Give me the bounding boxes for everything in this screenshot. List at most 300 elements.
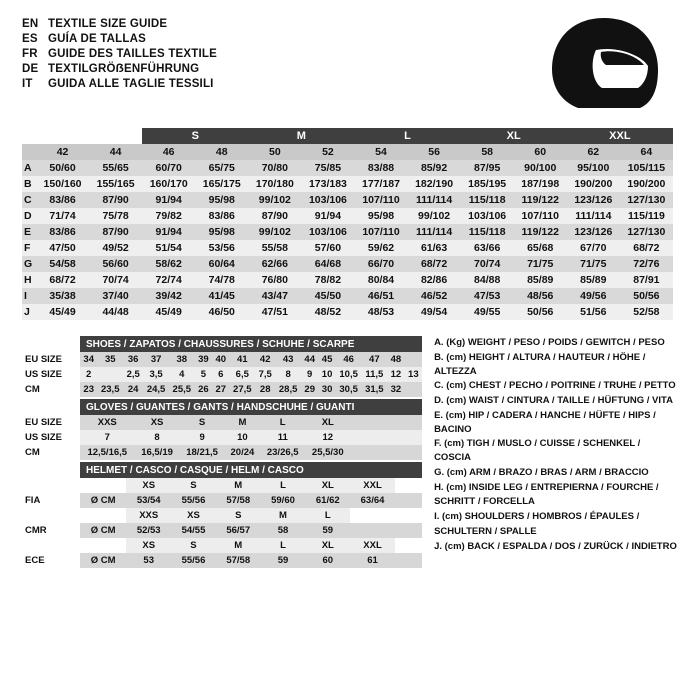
gloves-cell-empty — [357, 415, 364, 430]
title-spacer — [22, 462, 80, 478]
helmet-size-label: L — [305, 508, 350, 523]
gloves-cell-empty — [408, 415, 415, 430]
helmet-size-label: XS — [126, 478, 171, 493]
gloves-cell-empty — [379, 415, 386, 430]
measure-cell: 52/58 — [620, 304, 673, 320]
measure-cell: 99/102 — [248, 224, 301, 240]
measure-cell: 48/53 — [354, 304, 407, 320]
helmet-value: 55/56 — [171, 553, 216, 568]
gloves-cell: 20/24 — [225, 445, 261, 460]
gloves-table — [22, 399, 422, 460]
number-row-label — [22, 144, 36, 160]
helmet-value: 57/58 — [216, 553, 261, 568]
shoes-cell: 24 — [123, 382, 143, 397]
gloves-cell: 11 — [260, 430, 305, 445]
shoes-cell: 10,5 — [336, 367, 362, 382]
shoes-cell: 46 — [336, 352, 362, 367]
gloves-title-row — [22, 399, 422, 415]
measure-cell: 58/62 — [142, 256, 195, 272]
shoes-cell: 9 — [301, 367, 318, 382]
shoes-cell: 28 — [255, 382, 275, 397]
measure-cell: 67/70 — [567, 240, 620, 256]
table-row — [22, 240, 678, 256]
language-code: ES — [22, 33, 38, 45]
gloves-row-label: CM — [22, 445, 80, 460]
measure-cell: 70/74 — [461, 256, 514, 272]
measure-cell: 173/183 — [301, 176, 354, 192]
measure-cell: 49/54 — [408, 304, 461, 320]
gloves-cell-empty — [372, 445, 379, 460]
helmet-head-spacer — [22, 538, 80, 553]
measure-cell: 90/100 — [514, 160, 567, 176]
measure-cell: 115/118 — [461, 224, 514, 240]
helmet-value-empty — [413, 493, 422, 508]
measure-cell: 44/48 — [89, 304, 142, 320]
measure-cell: 68/72 — [620, 240, 673, 256]
measure-cell: 107/110 — [354, 224, 407, 240]
gloves-cell-empty — [400, 445, 407, 460]
measure-row-label: I — [22, 288, 36, 304]
gloves-cell-empty — [372, 430, 379, 445]
measure-cell: 60/70 — [142, 160, 195, 176]
measure-cell: 71/75 — [567, 256, 620, 272]
gloves-cell: L — [260, 415, 305, 430]
measure-cell: 72/76 — [620, 256, 673, 272]
helmet-head-empty — [395, 538, 404, 553]
measure-cell: 53/56 — [195, 240, 248, 256]
language-title: GUIDE DES TAILLES TEXTILE — [48, 48, 217, 60]
measure-cell: 99/102 — [408, 208, 461, 224]
legend-line: B. (cm) HEIGHT / ALTURA / HAUTEUR / HÖHE / ALTEZZA — [434, 351, 646, 377]
helmet-head-empty — [395, 478, 404, 493]
shoes-cell: 38 — [169, 352, 195, 367]
helmet-head-empty — [413, 508, 422, 523]
legend-line: D. (cm) WAIST / CINTURA / TAILLE / HÜFTUNG / VITA — [434, 395, 673, 407]
shoes-title: SHOES / ZAPATOS / CHAUSSURES / SCHUHE / SCARPE — [80, 336, 422, 352]
measure-cell: 70/80 — [248, 160, 301, 176]
helmet-value: 56/57 — [216, 523, 261, 538]
helmet-size-label: M — [216, 478, 261, 493]
measure-cell: 68/72 — [36, 272, 89, 288]
helmet-unit: Ø CM — [80, 493, 126, 508]
measure-row-label: G — [22, 256, 36, 272]
helmet-head-empty — [404, 538, 413, 553]
helmet-value-empty — [373, 523, 395, 538]
size-number: 60 — [514, 144, 567, 160]
lower-section — [22, 336, 678, 568]
helmet-value: 58 — [261, 523, 306, 538]
table-row — [22, 304, 678, 320]
gloves-cell-empty — [357, 445, 364, 460]
measure-cell: 91/94 — [142, 192, 195, 208]
gloves-cell: 18/21,5 — [180, 445, 225, 460]
measure-cell: 85/89 — [514, 272, 567, 288]
legend-line: I. (cm) SHOULDERS / HOMBROS / ÉPAULES / — [434, 511, 640, 523]
shoes-cell: 42 — [255, 352, 275, 367]
measure-row-label: B — [22, 176, 36, 192]
measure-cell: 62/66 — [248, 256, 301, 272]
gloves-cell-empty — [365, 430, 372, 445]
measure-cell: 46/52 — [408, 288, 461, 304]
helmet-title: HELMET / CASCO / CASQUE / HELM / CASCO — [80, 462, 422, 478]
measurement-legend — [434, 336, 678, 568]
measure-cell: 80/84 — [354, 272, 407, 288]
measure-cell: 74/78 — [195, 272, 248, 288]
shoes-cell: 27,5 — [229, 382, 255, 397]
measure-cell: 63/66 — [461, 240, 514, 256]
measure-row-label: J — [22, 304, 36, 320]
language-title: GUIDA ALLE TAGLIE TESSILI — [48, 78, 214, 90]
measure-cell: 85/92 — [408, 160, 461, 176]
helmet-value: 61 — [350, 553, 395, 568]
measure-cell: 95/98 — [195, 224, 248, 240]
gloves-row — [22, 445, 422, 460]
measure-cell: 50/60 — [36, 160, 89, 176]
shoes-title-row — [22, 336, 422, 352]
language-code: EN — [22, 18, 39, 30]
size-band-l: L — [354, 128, 460, 144]
gloves-cell-empty — [350, 430, 357, 445]
measure-cell: 87/90 — [248, 208, 301, 224]
gloves-cell: XXS — [80, 415, 135, 430]
measure-cell: 87/95 — [461, 160, 514, 176]
measure-cell: 87/90 — [89, 192, 142, 208]
gloves-cell-empty — [372, 415, 379, 430]
shoes-cell: 27 — [212, 382, 229, 397]
gloves-cell: 10 — [225, 430, 261, 445]
measure-cell: 71/75 — [514, 256, 567, 272]
gloves-cell: 25,5/30 — [305, 445, 350, 460]
shoes-cell: 37 — [143, 352, 169, 367]
table-row — [22, 272, 678, 288]
measure-cell: 115/119 — [620, 208, 673, 224]
gloves-cell: XS — [135, 415, 180, 430]
shoes-cell-empty — [405, 352, 422, 367]
measure-cell: 99/102 — [248, 192, 301, 208]
gloves-cell: 12 — [305, 430, 350, 445]
gloves-cell: 9 — [180, 430, 225, 445]
shoes-cell — [97, 367, 123, 382]
measure-cell: 78/82 — [301, 272, 354, 288]
gloves-cell-empty — [393, 415, 400, 430]
helmet-head-row — [22, 508, 422, 523]
shoes-cell: 6 — [212, 367, 229, 382]
size-number: 42 — [36, 144, 89, 160]
helmet-head-spacer — [22, 508, 80, 523]
measure-cell: 47/53 — [461, 288, 514, 304]
shoes-cell: 12 — [387, 367, 404, 382]
measure-cell: 182/190 — [408, 176, 461, 192]
helmet-value: 61/62 — [305, 493, 350, 508]
helmet-head-pad — [80, 478, 126, 493]
gloves-cell-empty — [386, 445, 393, 460]
shoes-cell: 29 — [301, 382, 318, 397]
size-number: 56 — [408, 144, 461, 160]
shoes-cell: 23 — [80, 382, 97, 397]
measure-cell: 48/56 — [514, 288, 567, 304]
measure-cell: 177/187 — [354, 176, 407, 192]
gloves-cell: S — [180, 415, 225, 430]
measure-cell: 107/110 — [514, 208, 567, 224]
measure-row-label: C — [22, 192, 36, 208]
helmet-value: 53/54 — [126, 493, 171, 508]
helmet-size-label: XS — [126, 538, 171, 553]
shoes-cell: 32 — [387, 382, 404, 397]
shoes-cell: 24,5 — [143, 382, 169, 397]
shoes-cell: 2,5 — [123, 367, 143, 382]
shoes-cell: 6,5 — [229, 367, 255, 382]
measure-cell: 45/50 — [301, 288, 354, 304]
gloves-cell: M — [225, 415, 261, 430]
shoes-cell: 34 — [80, 352, 97, 367]
shoes-cell: 2 — [80, 367, 97, 382]
measure-cell: 185/195 — [461, 176, 514, 192]
helmet-value-empty — [404, 553, 413, 568]
measure-cell: 55/58 — [248, 240, 301, 256]
language-row — [22, 48, 217, 60]
gloves-cell-empty — [415, 430, 422, 445]
helmet-value-row — [22, 523, 422, 538]
size-number: 64 — [620, 144, 673, 160]
helmet-value-empty — [413, 523, 422, 538]
size-number: 58 — [461, 144, 514, 160]
measure-cell: 115/118 — [461, 192, 514, 208]
helmet-standard-label: ECE — [22, 553, 80, 568]
measure-cell: 103/106 — [301, 192, 354, 208]
size-number: 52 — [301, 144, 354, 160]
gloves-cell: 12,5/16,5 — [80, 445, 135, 460]
measure-cell: 71/74 — [36, 208, 89, 224]
helmet-value-empty — [404, 523, 413, 538]
helmet-head-spacer — [22, 478, 80, 493]
shoes-cell: 39 — [195, 352, 212, 367]
language-row — [22, 63, 217, 75]
shoes-cell: 10 — [318, 367, 335, 382]
shoes-cell: 48 — [387, 352, 404, 367]
gloves-row — [22, 430, 422, 445]
measure-cell: 56/60 — [89, 256, 142, 272]
shoes-cell: 41 — [229, 352, 255, 367]
gloves-cell: 8 — [135, 430, 180, 445]
helmet-table — [22, 462, 422, 568]
measure-cell: 95/100 — [567, 160, 620, 176]
measure-cell: 39/42 — [142, 288, 195, 304]
gloves-cell-empty — [350, 415, 357, 430]
measure-cell: 160/170 — [142, 176, 195, 192]
helmet-size-label: XXS — [126, 508, 171, 523]
shoes-cell-empty — [405, 382, 422, 397]
table-row — [22, 208, 678, 224]
helmet-value: 54/55 — [171, 523, 216, 538]
table-row — [22, 256, 678, 272]
size-number: 50 — [248, 144, 301, 160]
measure-cell: 123/126 — [567, 192, 620, 208]
helmet-value-row — [22, 553, 422, 568]
measure-row-label: A — [22, 160, 36, 176]
size-band-xl: XL — [461, 128, 567, 144]
measure-cell: 79/82 — [142, 208, 195, 224]
measure-cell: 65/75 — [195, 160, 248, 176]
measure-cell: 150/160 — [36, 176, 89, 192]
gloves-cell: 23/26,5 — [260, 445, 305, 460]
measure-cell: 187/198 — [514, 176, 567, 192]
shoes-cell: 23,5 — [97, 382, 123, 397]
measure-cell: 76/80 — [248, 272, 301, 288]
measure-row-label: D — [22, 208, 36, 224]
language-row — [22, 78, 217, 90]
measure-cell: 83/88 — [354, 160, 407, 176]
measure-cell: 47/50 — [36, 240, 89, 256]
size-band-empty — [36, 128, 142, 144]
measure-cell: 127/130 — [620, 224, 673, 240]
shoes-cell: 13 — [405, 367, 422, 382]
shoes-cell: 40 — [212, 352, 229, 367]
header — [22, 18, 678, 114]
shoes-cell: 28,5 — [275, 382, 301, 397]
measure-cell: 111/114 — [408, 224, 461, 240]
table-row — [22, 288, 678, 304]
gloves-cell-empty — [415, 445, 422, 460]
measure-cell: 103/106 — [301, 224, 354, 240]
helmet-size-label: XS — [171, 508, 216, 523]
measure-cell: 50/56 — [514, 304, 567, 320]
shoes-cell: 5 — [195, 367, 212, 382]
gloves-cell-empty — [393, 430, 400, 445]
gloves-row — [22, 415, 422, 430]
size-number: 44 — [89, 144, 142, 160]
gloves-cell: 7 — [80, 430, 135, 445]
measure-cell: 123/126 — [567, 224, 620, 240]
helmet-size-label: M — [261, 508, 306, 523]
measure-cell: 170/180 — [248, 176, 301, 192]
helmet-value: 59/60 — [261, 493, 306, 508]
gloves-cell-empty — [379, 445, 386, 460]
shoes-table — [22, 336, 422, 397]
shoes-cell: 25,5 — [169, 382, 195, 397]
table-row — [22, 176, 678, 192]
shoes-cell: 31,5 — [361, 382, 387, 397]
helmet-head-empty — [373, 508, 395, 523]
shoes-cell: 45 — [318, 352, 335, 367]
table-row — [22, 224, 678, 240]
helmet-head-empty — [395, 508, 404, 523]
measure-cell: 82/86 — [408, 272, 461, 288]
language-row — [22, 18, 217, 30]
helmet-unit: Ø CM — [80, 553, 126, 568]
language-title: GUÍA DE TALLAS — [48, 33, 146, 45]
gloves-cell-empty — [350, 445, 357, 460]
measure-cell: 111/114 — [567, 208, 620, 224]
language-code: DE — [22, 63, 39, 75]
helmet-head-row — [22, 538, 422, 553]
helmet-value-empty — [350, 523, 372, 538]
measure-cell: 72/74 — [142, 272, 195, 288]
shoes-cell: 30,5 — [336, 382, 362, 397]
gloves-cell: 16,5/19 — [135, 445, 180, 460]
gloves-cell-empty — [400, 430, 407, 445]
helmet-value-empty — [413, 553, 422, 568]
gloves-row-label: EU SIZE — [22, 415, 80, 430]
textile-size-table — [22, 128, 678, 320]
gloves-cell-empty — [357, 430, 364, 445]
helmet-size-label: L — [261, 538, 306, 553]
measure-cell: 48/52 — [301, 304, 354, 320]
table-row — [22, 160, 678, 176]
helmet-unit: Ø CM — [80, 523, 126, 538]
helmet-value-empty — [395, 523, 404, 538]
helmet-value: 55/56 — [171, 493, 216, 508]
legend-line: E. (cm) HIP / CADERA / HANCHE / HÜFTE / HIPS / BACINO — [434, 409, 656, 435]
measure-cell: 41/45 — [195, 288, 248, 304]
size-band-row — [22, 128, 678, 144]
shoes-cell: 36 — [123, 352, 143, 367]
measure-cell: 51/54 — [142, 240, 195, 256]
size-number: 46 — [142, 144, 195, 160]
gloves-cell-empty — [365, 445, 372, 460]
gloves-cell-empty — [365, 415, 372, 430]
shoes-cell: 26 — [195, 382, 212, 397]
shoes-row — [22, 367, 422, 382]
measure-cell: 46/50 — [195, 304, 248, 320]
language-title: TEXTILE SIZE GUIDE — [48, 18, 168, 30]
measure-cell: 107/110 — [354, 192, 407, 208]
measure-cell: 57/60 — [301, 240, 354, 256]
helmet-size-label: S — [216, 508, 261, 523]
measure-cell: 37/40 — [89, 288, 142, 304]
measure-cell: 103/106 — [461, 208, 514, 224]
size-number-row — [22, 144, 678, 160]
helmet-value: 59 — [305, 523, 350, 538]
measure-cell: 51/56 — [567, 304, 620, 320]
helmet-head-empty — [350, 508, 372, 523]
table-row — [22, 192, 678, 208]
measure-cell: 68/72 — [408, 256, 461, 272]
measure-cell: 49/56 — [567, 288, 620, 304]
shoes-row-label: US SIZE — [22, 367, 80, 382]
measure-cell: 119/122 — [514, 192, 567, 208]
shoes-row — [22, 382, 422, 397]
legend-line: F. (cm) TIGH / MUSLO / CUISSE / SCHENKEL / COSCIA — [434, 438, 641, 464]
measure-cell: 127/130 — [620, 192, 673, 208]
helmet-title-row — [22, 462, 422, 478]
language-code: IT — [22, 78, 33, 90]
measure-cell: 64/68 — [301, 256, 354, 272]
shoes-cell: 47 — [361, 352, 387, 367]
size-number: 62 — [567, 144, 620, 160]
measure-cell: 83/86 — [36, 224, 89, 240]
helmet-value: 52/53 — [126, 523, 171, 538]
accessory-tables — [22, 336, 422, 568]
gloves-title: GLOVES / GUANTES / GANTS / HANDSCHUHE / GUANTI — [80, 399, 422, 415]
helmet-head-pad — [80, 538, 126, 553]
measure-cell: 75/85 — [301, 160, 354, 176]
measure-cell: 119/122 — [514, 224, 567, 240]
gloves-cell-empty — [415, 415, 422, 430]
helmet-value: 60 — [305, 553, 350, 568]
legend-line: C. (cm) CHEST / PECHO / POITRINE / TRUHE / PETTO — [434, 380, 676, 392]
measure-cell: 47/51 — [248, 304, 301, 320]
measure-cell: 190/200 — [620, 176, 673, 192]
measure-cell: 83/86 — [195, 208, 248, 224]
measure-cell: 83/86 — [36, 192, 89, 208]
measure-cell: 61/63 — [408, 240, 461, 256]
measure-cell: 105/115 — [620, 160, 673, 176]
measure-cell: 35/38 — [36, 288, 89, 304]
shoes-cell: 30 — [318, 382, 335, 397]
measure-cell: 70/74 — [89, 272, 142, 288]
measure-cell: 75/78 — [89, 208, 142, 224]
title-spacer — [22, 336, 80, 352]
